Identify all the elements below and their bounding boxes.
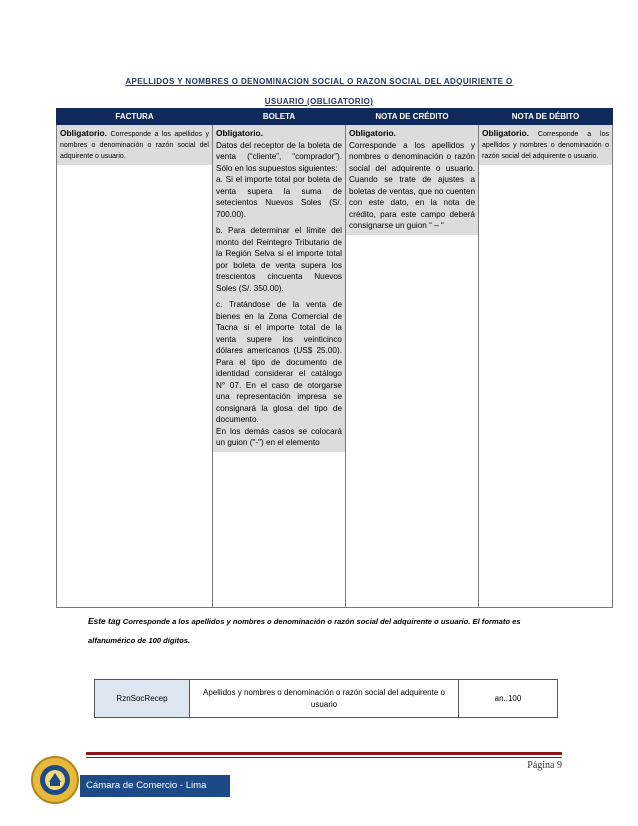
table-header-row (57, 109, 613, 125)
nota-debito-cell (479, 125, 613, 608)
boleta-p2: a. Si el importe total por boleta de venta supera la suma de setecientos Nuevos Soles (S/. 700.00). (216, 175, 342, 219)
footer-divider-thin (86, 757, 562, 758)
tag-label: Este tag (88, 616, 121, 626)
tag-text: Corresponde a los apellidos y nombres o denominación o razón social del adquirente o usuario. El formato es alfanumérico de 100 dígitos. (88, 617, 521, 645)
factura-text: Corresponde a los apellidos y nombres o denominación o razón social del adquirente o usuario. (60, 131, 209, 160)
boleta-p3: b. Para determinar el límite del monto del Reintegro Tributario de la Región Selva si el importe total por boleta de venta supera los trescientos cincuenta Nuevos Soles (S/. 350.00). (216, 226, 342, 293)
section-title-line1: APELLIDOS Y NOMBRES O DENOMINACION SOCIAL O RAZON SOCIAL DEL ADQUIRIENTE O (125, 77, 513, 86)
boleta-cell (213, 125, 346, 608)
field-name: RznSocRecep (95, 680, 190, 718)
nota-credito-text: Corresponde a los apellidos y nombres o denominación o razón social del adquirente o usuario. Cuando se trate de ajustes a boletas de ventas, que no cuenten con este dato, en la nota de crédito, para este campo deberá consignarse un guion “ – “ (349, 140, 475, 230)
nota-credito-cell (346, 125, 479, 608)
header-nota-credito: NOTA DE CRÉDITO (346, 109, 479, 125)
nota-debito-text: Corresponde a los apellidos y nombres o denominación o razón social del adquirente o usuario. (482, 131, 610, 160)
organization-name: Cámara de Comercio - Lima (80, 775, 230, 797)
tag-description (88, 612, 568, 650)
field-definition-table (94, 679, 558, 718)
header-factura: FACTURA (57, 109, 213, 125)
boleta-lead: Obligatorio. (216, 128, 263, 138)
document-type-table (56, 108, 613, 608)
section-title-line2: USUARIO (OBLIGATORIO) (264, 97, 374, 106)
nota-debito-lead: Obligatorio. (482, 128, 529, 138)
nota-credito-lead: Obligatorio. (349, 128, 396, 138)
footer-divider (86, 752, 562, 755)
page-number: Página 9 (527, 760, 562, 771)
factura-lead: Obligatorio. (60, 128, 107, 138)
field-description: Apellidos y nombres o denominación o razón social del adquirente o usuario (190, 680, 459, 718)
nota-credito-content (346, 125, 478, 235)
boleta-p4: c. Tratándose de la venta de bienes en la Zona Comercial de Tacna si el importe total de la venta supere los veinticinco dólares americanos (US$ 25.00). Para el tipo de documento de identidad considerar el catálogo N° 07. En el caso de otorgarse una representación impresa se consignará la glosa del tipo de documento. (216, 300, 342, 424)
section-title (56, 72, 582, 112)
chamber-seal-icon (30, 755, 80, 805)
boleta-p1: Datos del receptor de la boleta de venta (“cliente”, “comprador”). Sólo en los supuestos siguientes: (216, 140, 342, 173)
table-row (95, 680, 558, 718)
boleta-p5: En los demás casos se colocará un guion ("-") en el elemento (216, 426, 342, 447)
header-boleta: BOLETA (213, 109, 346, 125)
factura-cell (57, 125, 213, 608)
nota-debito-content (479, 125, 612, 165)
field-format: an..100 (459, 680, 558, 718)
boleta-content (213, 125, 345, 452)
factura-content (57, 125, 212, 165)
header-nota-debito: NOTA DE DÉBITO (479, 109, 613, 125)
table-row (57, 125, 613, 608)
